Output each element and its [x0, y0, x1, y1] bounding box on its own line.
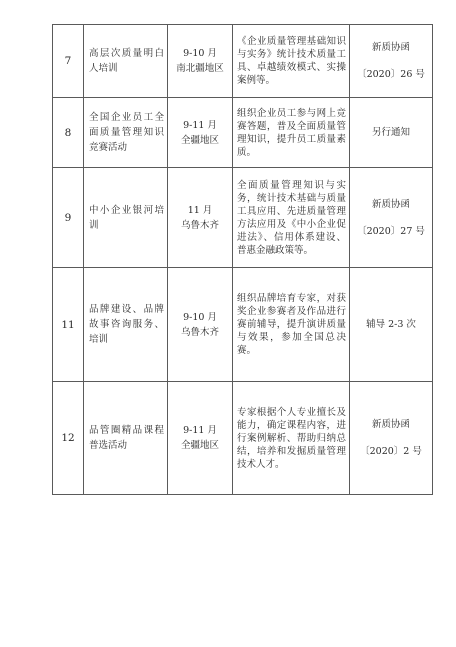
time: 11 月: [187, 204, 213, 216]
activity-description: 组织企业员工参与网上竞赛答题，普及全面质量管理知识，提升员工质量素质。: [233, 98, 350, 168]
remark-line-2: 〔2020〕26 号: [357, 69, 425, 80]
remark-line-1: 新质协函: [371, 198, 410, 210]
activity-table: [52, 24, 433, 495]
activity-description: 专家根据个人专业擅长及能力，确定课程内容，进行案例解析、帮助归纳总结，培养和发掘质量管理技术人才。: [233, 382, 350, 495]
remark: [350, 98, 433, 168]
time-location: [168, 168, 233, 268]
row-number: 12: [53, 382, 84, 495]
row-number: 7: [53, 25, 84, 98]
remark-line-1: 辅导 2-3 次: [366, 319, 416, 330]
activity-description: 全面质量管理知识与实务，统计技术基础与质量工具应用、先进质量管理方法应用及《中小企业促进法》、信用体系建设、普惠金融政策等。: [233, 168, 350, 268]
remark: [350, 382, 433, 495]
location: 全疆地区: [180, 440, 219, 451]
location: 乌鲁木齐: [180, 219, 219, 231]
remark: [350, 168, 433, 268]
location: 南北疆地区: [176, 63, 224, 74]
table-row: [53, 98, 433, 168]
location: 乌鲁木齐: [180, 326, 219, 338]
activity-name: 品牌建设、品牌故事咨询服务、培训: [84, 268, 168, 382]
row-number: 9: [53, 168, 84, 268]
time: 9-11 月: [183, 425, 217, 436]
remark-line-2: 〔2020〕2 号: [360, 446, 422, 457]
remark-line-1: 另行通知: [371, 127, 410, 138]
time-location: [168, 268, 233, 382]
time-location: [168, 98, 233, 168]
time: 9-11 月: [183, 119, 217, 131]
location: 全疆地区: [180, 134, 219, 146]
activity-name: 全国企业员工全面质量管理知识竞赛活动: [84, 98, 168, 168]
row-number: 11: [53, 268, 84, 382]
time-location: [168, 25, 233, 98]
table-row: [53, 168, 433, 268]
activity-description: 《企业质量管理基础知识与实务》统计技术质量工具、卓越绩效模式、实操案例等。: [233, 25, 350, 98]
remark: [350, 268, 433, 382]
time: 9-10 月: [183, 311, 217, 323]
activity-description: 组织品牌培育专家，对获奖企业参赛者及作品进行赛前辅导，提升演讲质量与效果，参加全国总决赛。: [233, 268, 350, 382]
remark-line-1: 新质协函: [371, 42, 410, 53]
remark: [350, 25, 433, 98]
row-number: 8: [53, 98, 84, 168]
table-row: [53, 268, 433, 382]
time: 9-10 月: [183, 48, 217, 59]
activity-name: 品管圈精品课程普选活动: [84, 382, 168, 495]
table-row: [53, 382, 433, 495]
remark-line-2: 〔2020〕27 号: [357, 225, 425, 237]
activity-name: 中小企业银河培训: [84, 168, 168, 268]
activity-name: 高层次质量明白人培训: [84, 25, 168, 98]
table-row: [53, 25, 433, 98]
time-location: [168, 382, 233, 495]
remark-line-1: 新质协函: [371, 419, 410, 430]
